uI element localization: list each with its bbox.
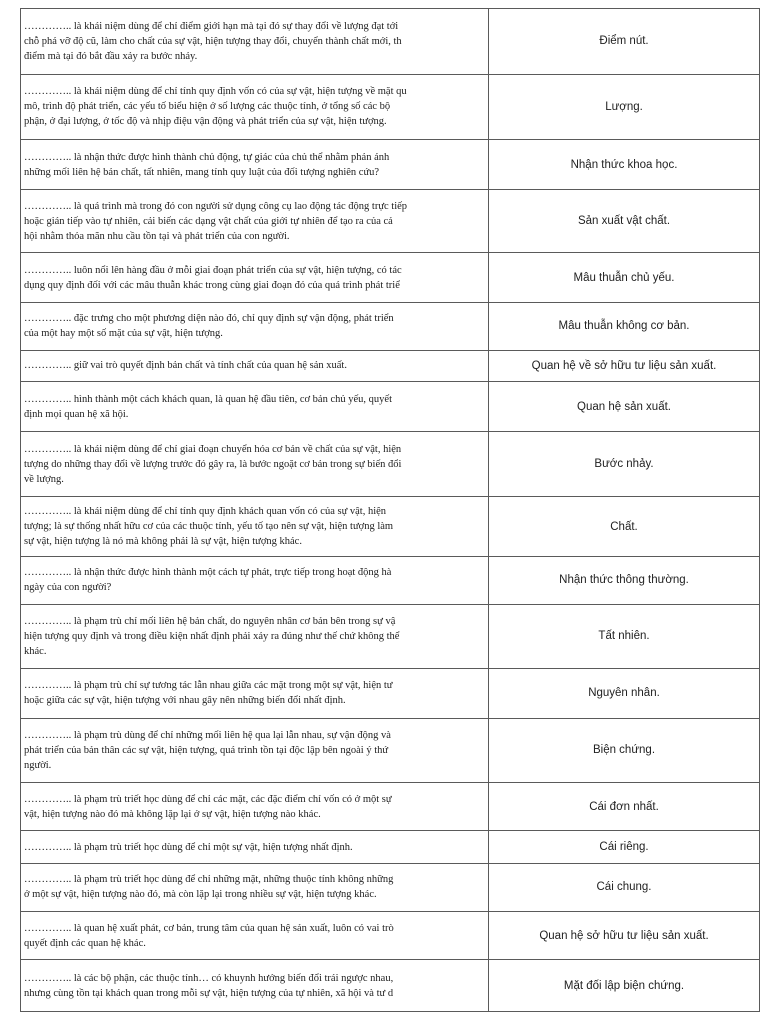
- answer-cell: Điểm nút.: [489, 9, 760, 75]
- answer-cell: Mặt đối lập biện chứng.: [489, 960, 760, 1012]
- table-row: [21, 783, 760, 831]
- question-cell: [21, 604, 489, 669]
- question-cell: [21, 669, 489, 718]
- question-text: ………….. là phạm trù chỉ sự tương tác lẫn nhau giữa các mặt trong một sự vật, hiện tư hoặc giữa các sự vật, hiện tượng với nhau gây nên những biến đổi nhất định.: [24, 680, 393, 707]
- answer-cell: Cái chung.: [489, 863, 760, 911]
- table-row: [21, 303, 760, 350]
- question-text: ………….. là phạm trù triết học dùng để chỉ những mặt, những thuộc tính không những ở một sự vật, hiện tượng nào đó, mà còn lặp lại trong nhiều sự vật, hiện tượng khác.: [24, 874, 394, 901]
- answer-cell: Quan hệ về sở hữu tư liệu sản xuất.: [489, 350, 760, 381]
- answer-cell: Nguyên nhân.: [489, 669, 760, 718]
- qa-table: [20, 8, 760, 1012]
- question-cell: [21, 350, 489, 381]
- question-text: ………….. là khái niệm dùng để chỉ tính quy định khách quan vốn có của sự vật, hiện tượng; là sự thống nhất hữu cơ của các thuộc tính, yếu tố tạo nên sự vật, hiện tượng làm sự vật, hiện tượng là nó mà không phải là sự vật, hiện tượng khác.: [24, 506, 394, 548]
- answer-cell: Nhận thức khoa học.: [489, 140, 760, 190]
- document-page: [20, 8, 748, 1012]
- table-row: [21, 912, 760, 960]
- table-row: [21, 432, 760, 497]
- question-cell: [21, 912, 489, 960]
- question-cell: [21, 190, 489, 252]
- answer-cell: Chất.: [489, 496, 760, 556]
- question-cell: [21, 74, 489, 140]
- table-row: [21, 350, 760, 381]
- table-row: [21, 74, 760, 140]
- answer-cell: Mâu thuẫn chủ yếu.: [489, 252, 760, 302]
- question-cell: [21, 432, 489, 497]
- table-row: [21, 863, 760, 911]
- table-row: [21, 381, 760, 431]
- question-cell: [21, 9, 489, 75]
- question-cell: [21, 496, 489, 556]
- question-text: ………….. là quá trình mà trong đó con người sử dụng công cụ lao động tác động trực tiếp hoặc gián tiếp vào tự nhiên, cải biến các dạng vật chất của giới tự nhiên để tạo ra của cả hội nhằm thỏa mãn nhu cầu tồn tại và phát triển của con người.: [24, 200, 408, 242]
- question-text: ………….. là khái niệm dùng để chỉ tính quy định vốn có của sự vật, hiện tượng về mặt qu mô, trình độ phát triển, các yếu tố biểu hiện ở số lượng các thuộc tính, ở tổng số các bộ phận, ở đại lượng, ở tốc độ và nhịp điệu vận động và phát triển của sự vật, hiện tượng.: [24, 86, 407, 128]
- answer-cell: Lượng.: [489, 74, 760, 140]
- table-row: [21, 252, 760, 302]
- answer-cell: Sản xuất vật chất.: [489, 190, 760, 252]
- question-text: ………….. là quan hệ xuất phát, cơ bản, trung tâm của quan hệ sản xuất, luôn có vai trò quyết định các quan hệ khác.: [24, 922, 394, 949]
- question-text: ………….. là nhận thức được hình thành chủ động, tự giác của chủ thể nhằm phản ánh những mối liên hệ bản chất, tất nhiên, mang tính quy luật của đối tượng nghiên cứu?: [24, 151, 390, 178]
- question-text: ………….. là khái niệm dùng để chỉ điểm giới hạn mà tại đó sự thay đổi về lượng đạt tới chỗ phá vỡ độ cũ, làm cho chất của sự vật, hiện tượng thay đổi, chuyển thành chất mới, th điểm mà tại đó bắt đầu xảy ra bước nhảy.: [24, 20, 402, 62]
- table-row: [21, 604, 760, 669]
- answer-cell: Cái đơn nhất.: [489, 783, 760, 831]
- question-cell: [21, 783, 489, 831]
- question-text: ………….. đặc trưng cho một phương diện nào đó, chỉ quy định sự vận động, phát triển của một hay một số mặt của sự vật, hiện tượng.: [24, 313, 394, 340]
- answer-cell: Cái riêng.: [489, 831, 760, 863]
- question-text: ………….. là phạm trù chỉ mối liên hệ bản chất, do nguyên nhân cơ bản bên trong sự vậ hiện tượng quy định và trong điều kiện nhất định phải xảy ra đúng như thế chứ không thể khác.: [24, 615, 400, 657]
- table-row: [21, 557, 760, 604]
- question-text: ………….. là các bộ phận, các thuộc tính… có khuynh hướng biến đổi trái ngược nhau, nhưng cùng tồn tại khách quan trong mỗi sự vật, hiện tượng của tự nhiên, xã hội và tư d: [24, 972, 394, 999]
- question-text: ………….. là phạm trù triết học dùng để chỉ các mặt, các đặc điểm chỉ vốn có ở một sự vật, hiện tượng nào đó mà không lặp lại ở sự vật, hiện tượng nào khác.: [24, 793, 392, 820]
- question-cell: [21, 140, 489, 190]
- answer-cell: Bước nhảy.: [489, 432, 760, 497]
- table-row: [21, 718, 760, 783]
- question-cell: [21, 863, 489, 911]
- question-text: ………….. hình thành một cách khách quan, là quan hệ đầu tiên, cơ bản chủ yếu, quyết định mọi quan hệ xã hội.: [24, 393, 392, 420]
- table-row: [21, 496, 760, 556]
- table-row: [21, 190, 760, 252]
- question-cell: [21, 381, 489, 431]
- question-cell: [21, 831, 489, 863]
- table-row: [21, 831, 760, 863]
- answer-cell: Mâu thuẫn không cơ bản.: [489, 303, 760, 350]
- question-text: ………….. giữ vai trò quyết định bản chất và tính chất của quan hệ sản xuất.: [24, 360, 347, 372]
- question-cell: [21, 557, 489, 604]
- answer-cell: Tất nhiên.: [489, 604, 760, 669]
- question-text: ………….. là phạm trù triết học dùng để chỉ một sự vật, hiện tượng nhất định.: [24, 841, 353, 853]
- question-text: ………….. luôn nổi lên hàng đầu ở mỗi giai đoạn phát triển của sự vật, hiện tượng, có tác dụng quy định đối với các mâu thuẫn khác trong cùng giai đoạn đó của quá trình phát triể: [24, 264, 402, 291]
- answer-cell: Quan hệ sản xuất.: [489, 381, 760, 431]
- question-text: ………….. là nhận thức được hình thành một cách tự phát, trực tiếp trong hoạt động hà ngày của con người?: [24, 567, 392, 594]
- question-cell: [21, 718, 489, 783]
- table-row: [21, 960, 760, 1012]
- answer-cell: Biện chứng.: [489, 718, 760, 783]
- table-row: [21, 140, 760, 190]
- table-row: [21, 669, 760, 718]
- question-cell: [21, 960, 489, 1012]
- question-cell: [21, 252, 489, 302]
- answer-cell: Nhận thức thông thường.: [489, 557, 760, 604]
- question-text: ………….. là khái niệm dùng để chỉ giai đoạn chuyển hóa cơ bản về chất của sự vật, hiện tượng do những thay đổi về lượng trước đó gây ra, là bước ngoặt cơ bản trong sự biến đổi về lượng.: [24, 443, 402, 485]
- question-cell: [21, 303, 489, 350]
- table-row: [21, 9, 760, 75]
- question-text: ………….. là phạm trù dùng để chỉ những mối liên hệ qua lại lẫn nhau, sự vận động và phát triển của bản thân các sự vật, hiện tượng, quá trình tồn tại độc lập bên ngoài ý thứ người.: [24, 729, 391, 771]
- answer-cell: Quan hệ sở hữu tư liệu sản xuất.: [489, 912, 760, 960]
